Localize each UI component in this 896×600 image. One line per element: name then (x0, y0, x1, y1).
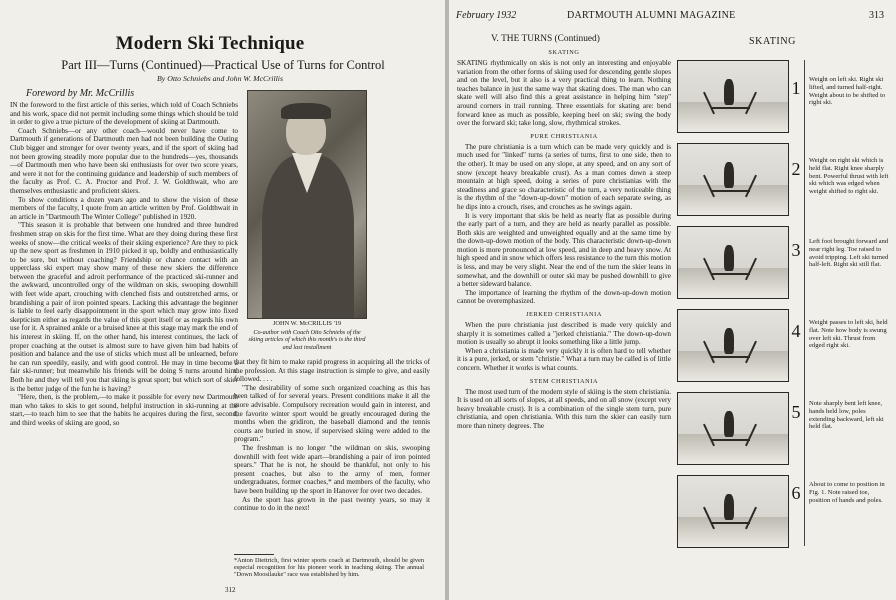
photo-sequence (677, 60, 787, 558)
step-caption: Left foot brought forward and near right leg. Toe raised to avoid tripping. Left ski turned half-left. Right ski still flat. (804, 222, 892, 303)
section-heading: V. THE TURNS (Continued) (491, 34, 600, 44)
paragraph: Coach Schniebs—or any other coach—would never have come to Dartmouth if generations of Dartmouth men had not been building the Outing Club bigger and stronger for over twenty years, and if the sport of skiing had not been growing steadily more popular due to the hundreds—yes, thousands—of Dartmouth men who have been ski enthusiasts for over two score years, and were it not for the continuing guidance and leadership of such members of the faculty as Prof. C. A. Proctor and Prof. J. W. Goldthwait, who are themselves enthusiastic and proficient skiers. (10, 126, 238, 195)
paragraph: "The desirability of some such organized coaching as this has been talked of for several years. Present conditions make it all the more advisable. Compulsory recreation would gain in interest, and the favorite winter sport would be greatly encouraged during the months when the gridiron, the baseball diamond and the tennis courts are buried in snow, if supervised skiing were added to the program." (234, 383, 430, 444)
paragraph: To show conditions a dozen years ago and to show the vision of these members of the faculty, I quote from an article written by Prof. Goldthwait in an article in "Dartmouth The Winter College" published in 1920. (10, 195, 238, 221)
portrait-photo (247, 90, 367, 319)
step-caption: Weight passes to left ski, held flat. Note how body is swung over left ski. Thrust from edged right ski. (804, 303, 892, 384)
paragraph: The importance of learning the rhythm of the down-up-down motion cannot be overemphasized. (457, 288, 671, 306)
paragraph: As the sport has grown in the past twenty years, so may it continue to do in the next! (234, 495, 430, 513)
step-caption: About to come to position in Fig. 1. Note raised toe, position of hands and poles. (804, 465, 892, 546)
page-number-left: 312 (225, 586, 236, 594)
footnote: *Anton Diettrich, first winter sports coach at Dartmouth, should be given especial recognition for his pioneer work in teaching skiing. The annual "Down Moosilauke" race was established by him. (234, 557, 424, 579)
step-number: 5 (791, 402, 801, 422)
right-text-column (457, 44, 671, 431)
paragraph: When a christiania is made very quickly it is often hard to tell whether it is a pure, jerked, or stem "christie." What a turn may be called is of little concern. Whether it works is what counts. (457, 346, 671, 372)
subheading-pure: PURE CHRISTIANIA (530, 132, 598, 140)
article-title: Modern Ski Technique (115, 33, 305, 54)
page-number-right: 313 (869, 10, 884, 21)
subheading-jerked: JERKED CHRISTIANIA (525, 311, 603, 319)
byline: By Otto Schniebs and John W. McCrillis (157, 74, 283, 83)
paragraph: The freshman is no longer "the wildman on skis, swooping downhill with feet wide apart—brandishing a pair of iron pointed spears." That he is not, he should be thankful, not only to his present coaches, but also to the army of men, former undergraduates, former coaches,* and members of the faculty, who have been building up the sport in Hanover for over two decades. (234, 443, 430, 495)
skier-photo (677, 143, 789, 216)
step-number: 4 (791, 321, 801, 341)
step-caption: Note sharply bent left knee, hands held low, poles extending backward, left ski held flat. (804, 384, 892, 465)
skier-photo (677, 392, 789, 465)
step-caption: Weight on left ski. Right ski lifted, and turned half-right. Weight about to be shifted to right ski. (804, 60, 892, 141)
paragraph: "This season it is probable that between one hundred and three hundred freshmen strap on skis for the first time. What are they doing during these first weeks of snow—the critical weeks of their skiing experience? Are they to pick up the new sport as freshmen in 1910 picked it up, boldly and enthusiastically to be sure, but without coaching? Friendship or chance contact with an upperclass ski expert may show many of these new skiers the difference between the graceful and adroit performance of the practiced ski-runner and the awkward, uncontrolled orgy of the wildman on skis, swooping downhill with feet wide apart, crouching with clenched fists and outstretched arms, or brandishing a pair of iron pointed spears. Lacking this advantage the beginner is liable to feel early disappointment in the sport which may grow into fixed skepticism either as regards the value of this sport itself or as regards his own use for it. A sprained ankle or a bruised knee at this stage may mark the end of his interest in skiing. If, on the other hand, his interest continues, the lack of proper coaching at the outset is almost sure to have given him bad habits of position and balance and the use of sticks which must all be unlearned, before he can run speedily, easily, and with good control. He may in time become a fair ski-runner; but meanwhile his friends will be doing S turns around him. Both he and they will tell you that skiing is great sport; but which sort of skier is the better judge of the fun he is having? (10, 221, 238, 393)
footnote-rule (234, 554, 274, 555)
foreword-heading: Foreword by Mr. McCrillis (26, 88, 135, 99)
paragraph: that they fit him to make rapid progress in acquiring all the tricks of the profession. At this stage instruction is simple to give, and easily followed. . . . (234, 358, 430, 384)
photo-caption-name: JOHN W. McCRILLIS '19 (272, 320, 342, 327)
figure-heading: SKATING (749, 36, 796, 47)
paragraph: It is very important that skis be held as nearly flat as possible during the early part of a turn, and they are held as nearly parallel as possible. Both skis are weighted and unweighted equally and at the same time by the down-up-down motion of the body. This characteristic down-up-down motion is more pronounced at low speed, and in deep and heavy snow. At high speed and in snow which offers less resistance to the turn this motion is less, and may be very slight. Near the end of the turn the skier leans in somewhat, and the downhill or outer ski may be pushed downhill to give a better sideward balance. (457, 211, 671, 289)
running-head-title: DARTMOUTH ALUMNI MAGAZINE (567, 10, 736, 21)
subheading-skating: SKATING (548, 49, 580, 56)
right-page (449, 0, 896, 600)
skier-photo (677, 475, 789, 548)
paragraph: "Here, then, is the problem,—to make it possible for every new Dartmouth man who takes to skis to get sound, helpful instruction in ski-running at the start,—to teach him to see that the habits he acquires during the first, second, and third weeks of skiing are good, so (10, 393, 238, 427)
paragraph: The most used turn of the modern style of skiing is the stem christiania. It is used on all sorts of slopes, at all speeds, and on all snow (except very heavy breakable crust). It is a combination of the single stem turn, pure christiania, and open christiania. With this turn the skier can easily turn more than ninety degrees. The (457, 387, 672, 430)
step-caption: Weight on right ski which is held flat. Right knee sharply bent. Powerful thrust with left ski which was edged when weight shifted to right ski. (804, 141, 892, 222)
photo-caption-text: Co-author with Coach Otto Schniebs of the skiing articles of which this month's is the third and last installment (248, 329, 366, 351)
left-column-1 (10, 101, 238, 428)
step-numbers (789, 60, 803, 546)
paragraph: When the pure christiania just described is made very quickly and sharply it is sometimes called a "jerked christiania." The down-up-down motion is usually so abrupt it looks something like a little jump. (457, 321, 671, 347)
skier-photo (677, 309, 789, 382)
step-captions (804, 60, 892, 546)
left-column-2 (234, 358, 430, 513)
skier-photo (677, 226, 789, 299)
paragraph: SKATING rhythmically on skis is not only an interesting and enjoyable variation from the other forms of skiing used for descending gentle slopes and on the level, but it also is a very practical thing to learn. Nothing teaches balance in just the same way that skating does. The man who can skate well will also find this a great assistance in helping him "step" around corners in trail running. Three essentials for skating are: bend forward knee as much as possible, keeping heel on ski; swing the body over the forward ski; take long, slow, rhythmical strokes. (457, 59, 671, 128)
article-subtitle: Part III—Turns (Continued)—Practical Use of Turns for Control (61, 58, 385, 72)
step-number: 2 (791, 159, 801, 179)
skier-photo (677, 60, 789, 133)
step-number: 6 (791, 483, 801, 503)
step-number: 3 (791, 240, 801, 260)
subheading-stem: STEM CHRISTIANIA (529, 377, 599, 385)
step-number: 1 (791, 78, 801, 98)
paragraph: IN the foreword to the first article of this series, which told of Coach Schniebs and his work, space did not permit including some things which should be told in order to give a true picture of the development of skiing at Dartmouth. (10, 101, 238, 127)
running-head-date: February 1932 (456, 10, 517, 21)
paragraph: The pure christiania is a turn which can be made very quickly and is much used for "linked" turns (a series of turns, first to one side, then to the other). It may be used on any slope, at any speed, and on any sort of snow (except heavy breakable crust). As a man comes down a steep mountain at high speed, doing a series of pure christianias with the steadiness and grace so characteristic of the turn, a very noticeable thing is the rhythm of the "down-up-down" motion of each separate swing, as he dips into a crouch, rises, and crouches as he swings again. (457, 142, 671, 211)
left-page (0, 0, 445, 600)
